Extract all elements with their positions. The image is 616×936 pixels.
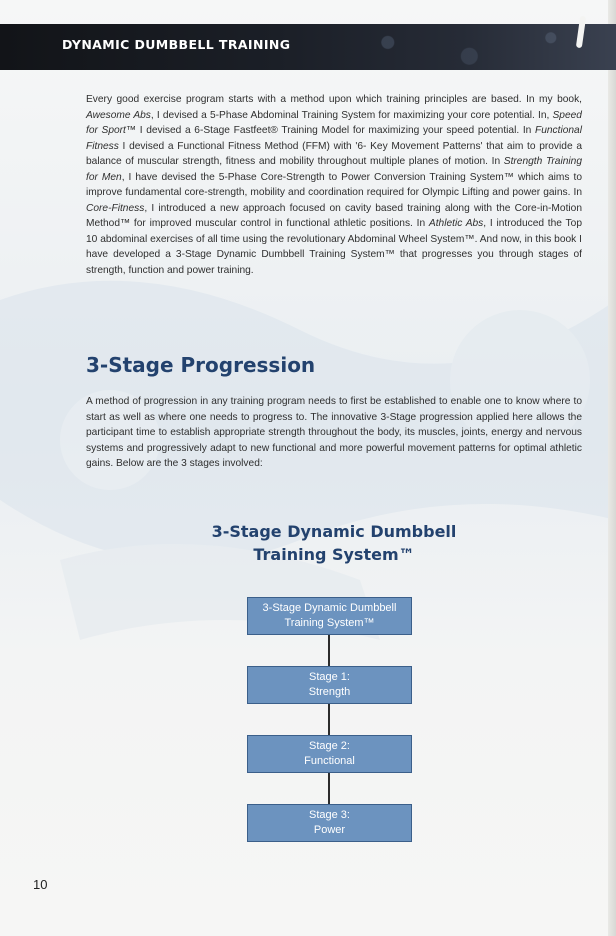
diagram-title bbox=[196, 520, 472, 566]
box-label-line-2: Power bbox=[313, 824, 346, 836]
box-label-line-2: Strength bbox=[308, 686, 351, 698]
stage-3-box bbox=[247, 804, 412, 842]
flow-connector bbox=[328, 635, 330, 666]
stage-1-box bbox=[247, 666, 412, 704]
page-edge bbox=[608, 0, 616, 936]
diagram-title-line-2: Training System™ bbox=[253, 545, 415, 564]
box-label-line-2: Training System™ bbox=[284, 617, 375, 629]
box-label-line-1: 3-Stage Dynamic Dumbbell bbox=[262, 602, 397, 614]
flow-connector bbox=[328, 704, 330, 735]
box-label-line-1: Stage 1: bbox=[309, 671, 350, 683]
header-decoration bbox=[290, 24, 616, 70]
diagram-title-line-1: 3-Stage Dynamic Dumbbell bbox=[211, 522, 457, 541]
progression-paragraph: A method of progression in any training program needs to first be established to enable one to know where to start as well as where one needs to progress to. The innovative 3-Stage progression applied here allows the participant time to establish appropriate strength throughout the body, its muscles, joints, energy and nervous systems and progressively adapt to new functional and more powerful movement patterns for optimal athletic gains. Below are the 3 stages involved: bbox=[86, 396, 582, 469]
flow-connector bbox=[328, 773, 330, 804]
box-label-line-1: Stage 3: bbox=[309, 809, 350, 821]
page-number: 10 bbox=[33, 877, 48, 892]
system-box bbox=[247, 597, 412, 635]
section-heading: 3-Stage Progression bbox=[86, 353, 316, 377]
box-label-line-2: Functional bbox=[304, 755, 355, 767]
stage-2-box bbox=[247, 735, 412, 773]
box-label-line-1: Stage 2: bbox=[309, 740, 350, 752]
running-header-title: DYNAMIC DUMBBELL TRAINING bbox=[62, 37, 291, 52]
intro-paragraph: Every good exercise program starts with a method upon which training principles are based. In my book, Awesome Abs, I devised a 5-Phase Abdominal Training System for maximizing your core potential. In, Speed for Sport™ I devised a 6-Stage Fastfeet® Training Model for maximizing your speed potential. In Functional Fitness I devised a Functional Fitness Method (FFM) with '6- Key Movement Patterns' that aim to provide a balance of muscular strength, fitness and mobility throughout multiple planes of motion. In Strength Training for Men, I have devised the 5-Phase Core-Strength to Power Conversion Training System™ which aims to improve fundamental core-strength, mobility and coordination required for Olympic Lifting and power gains. In Core-Fitness, I introduced a new approach focused on cavity based training along with the Core-in-Motion Method™ for improved muscular control in functional athletic positions. In Athletic Abs, I introduced the Top 10 abdominal exercises of all time using the revolutionary Abdominal Wheel System™. And now, in this book I have developed a 3-Stage Dynamic Dumbbell Training System™ that progresses you through stages of strength, function and power training. bbox=[86, 94, 582, 276]
